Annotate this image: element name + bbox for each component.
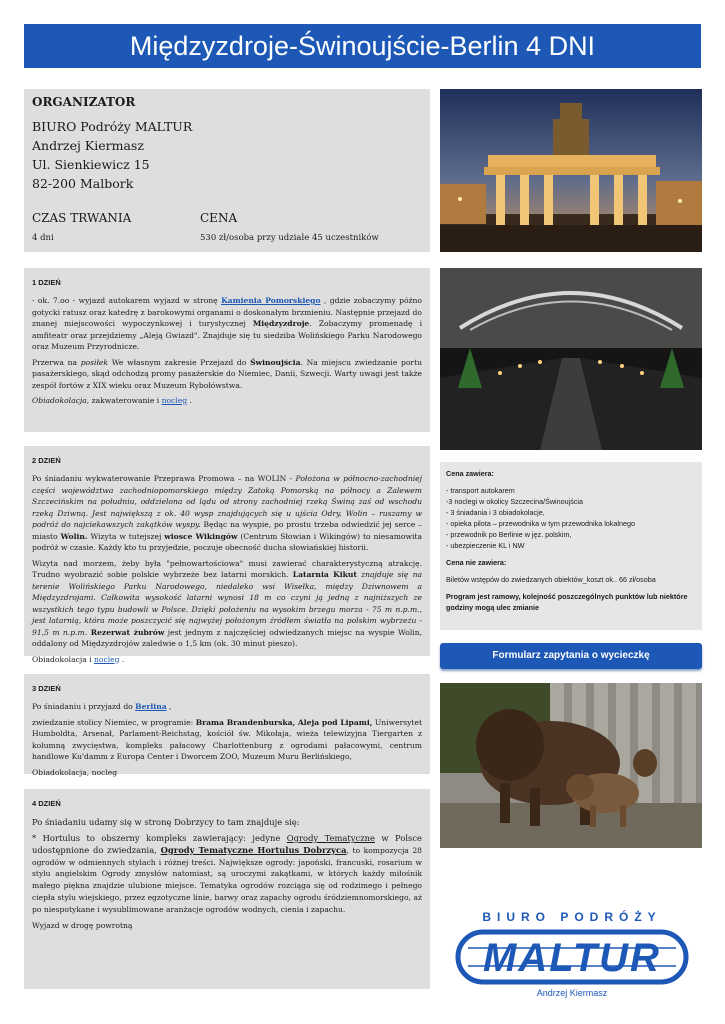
day-3-section (24, 674, 430, 777)
day-paragraph: Po śniadaniu udamy się w stronę Dobrzycy to tam znajduje się: (32, 817, 300, 827)
organizer-line: Andrzej Kiermasz (32, 138, 144, 153)
text: Będąc na wyspie, po prostu trzeba odwiedzić jej serce – miasto (32, 520, 422, 541)
maltur-logo (452, 910, 692, 1005)
themed-gardens-link[interactable]: Ogrody Tematyczne (286, 833, 375, 843)
text: - ok. 7.oo - wyjazd autokarem wyjazd w stronę (32, 296, 222, 305)
price-value: 530 zł/osoba przy udziale 45 uczestników (200, 233, 379, 243)
list-item: - opieka pilota – przewodnika w tym przewodnika lokalnego (446, 519, 635, 528)
text: (Centrum Słowian i Wikingów) to niesamowita podróż w czasie. Każdy kto tu przyjedzie, poczuje obecność ducha słowiańskiej historii. (32, 531, 423, 552)
text: Po śniadaniu wykwaterowanie Przeprawa Promowa – na WOLIN - (32, 474, 296, 483)
text: w Polsce udostępnione do zwiedzania, (32, 833, 422, 855)
text: , zakwaterowanie i (86, 396, 162, 405)
text: Obiadokolacja i (32, 654, 94, 664)
text-italic: Położona w północno-zachodniej części województwa zachodniopomorskiego między Zatoką Pomorską na północy a Zalewem Szczecińskim na południu, oddzielona od lądu od strony zachodniej rzeką Świną zaś od wschodu rzeką Dziwną. Jest największą z ok. 40 wysp znajdujących się u ujścia Odry. Wolin – ruszamy w podróż do najciekawszych zakątków wyspy. (32, 474, 422, 529)
day-1-section (24, 268, 430, 432)
text-italic: znajduje się na terenie Wolińskiego Parku Narodowego, niedaleko wsi Wisełka, między Dziwnowem a Międzyzdrojami. Całkowita wysokość latarni wynosi 18 m co czyni ją jedną z najniższych ze wszystkich tego typu budowli w Polsce. Dzięki położeniu na wysokim brzegu morza - 75 m n.p.m., jest latarnią, która może poszczycić się najwyżej położonym źródłem światła na polskim wybrzeżu - 91,5 m n.p.m. (32, 570, 422, 637)
day-paragraph: Obiadokolacja, nocleg (32, 767, 118, 777)
logo-word: MALTUR (483, 936, 661, 980)
day-paragraph (32, 473, 422, 554)
text-bold: Rezerwat żubrów (87, 627, 165, 637)
text: jest jednym z najczęściej odwiedzanych miejsc na wyspie Wolin, oddalony od Międzyzdrojów zaledwie o 1,5 km (ok. 30 minut pieszo). (32, 627, 422, 648)
includes-heading: Cena zawiera: (446, 469, 494, 478)
text-bold: Latarnia Kikut (292, 570, 357, 579)
day-paragraph (32, 701, 422, 713)
program-note: Program jest ramowy, kolejność poszczególnych punktów lub niektóre godziny mogą ulec zmianie (446, 592, 688, 612)
text-bold: Ogrody Tematyczne Hortulus Dobrzyca (160, 844, 347, 855)
organizer-line: Ul. Sienkiewicz 15 (32, 157, 150, 172)
text-bold: Wolin. (60, 531, 88, 541)
text-bold: Międzyzdroje (252, 319, 310, 328)
kamien-pomorski-link[interactable]: Kamienia Pomorskiego (221, 296, 321, 305)
excludes-heading: Cena nie zawiera: (446, 558, 507, 567)
text-bold: Brama Brandenburska, Aleja pod Lipami, (195, 717, 373, 727)
brandenburg-gate-photo (440, 89, 702, 252)
list-item: - 3 śniadania i 3 obiadokolacje, (446, 508, 545, 517)
logo-top-text: BIURO PODRÓŻY (482, 910, 662, 924)
text: , gdzie zobaczymy późno gotycki ratusz oraz katedrę z barokowymi organami o doskonałym brzmieniu. Następnie przejazd do znanej miejscowości wypoczynkowej i turystycznej (32, 296, 422, 328)
list-item: - przewodnik po Berlinie w jęz. polskim, (446, 530, 572, 539)
logo-subtitle: Andrzej Kiermasz (536, 988, 608, 998)
organizer-address (32, 117, 422, 193)
text-italic: posiłek (80, 357, 109, 367)
text: . (119, 654, 125, 664)
day-paragraph (32, 833, 422, 916)
text: Przerwa na (32, 357, 81, 367)
day-paragraph (32, 395, 422, 407)
day-paragraph (32, 654, 422, 666)
excludes-text: Biletów wstępów do zwiedzanych obiektów_koszt ok.. 66 zł/osoba (446, 575, 656, 584)
day-paragraph (32, 357, 422, 392)
day-paragraph (32, 558, 422, 650)
duration-value: 4 dni (32, 233, 54, 243)
price-label: CENA (200, 211, 238, 225)
day-2-section (24, 446, 430, 664)
day-heading: 1 DZIEŃ (32, 278, 61, 287)
day-heading: 2 DZIEŃ (32, 456, 61, 465)
list-item: - transport autokarem (446, 486, 515, 495)
day-paragraph: Wyjazd w drogę powrotną (32, 920, 133, 930)
text: , to kompozycja 28 ogrodów w odmiennych stylach i różnej treści. Największe ogrody: japoński, francuski, rosarium w stylu angielskim Ogrody zmysłów natomiast, są uroczymi zakątkami, w których każdy miłośnik małego piękna znajdzie ulubione miejsce. Tematyka ogrodów rozciąga się od rodzimego i pełnego ciepła stylu wiejskiego, przez egzotyczne linie, barwy oraz zapachy ogrodu śródziemnomorskiego, aż po niespotykane i wysublimowane aranżacje ogrodów wodnych, cienia i zapachu. (32, 845, 422, 914)
text: We własnym zakresie Przejazd do (108, 357, 251, 367)
text: Uniwersytet Humboldta, Arsenał, Parlament-Reichstag, kościół św. Mikołaja, wieża telewizyjna Tiergarten z kolumną zwycięstwa, kompleks pałacowy Charlottenburg z ogrodami pałacowymi, centrum handlowe Ku'damm z Europa Center i Dworcem ZOO, Muzeum Muru Berlińskiego, (32, 717, 422, 761)
includes-list (446, 485, 696, 551)
promenade-night-photo (440, 268, 702, 450)
text: Wizyta nad morzem, żeby była "pełnowartościowa" musi zawierać charakterystyczną atrakcję. Trudno wyobrazić sobie polskie wybrzeże bez latarni morskich. (32, 558, 422, 579)
inquiry-form-button[interactable]: Formularz zapytania o wycieczkę (440, 643, 702, 669)
duration-label: CZAS TRWANIA (32, 211, 132, 225)
day-heading: 3 DZIEŃ (32, 684, 61, 693)
berlin-link[interactable]: Berlina (135, 702, 167, 711)
day-4-section (24, 789, 430, 989)
nocleg-link[interactable]: nocleg (161, 396, 188, 405)
organizer-line: 82-200 Malbork (32, 176, 134, 191)
text: . (187, 396, 192, 405)
price-info-box (440, 462, 702, 630)
list-item: - ubezpieczenie KL i NW (446, 541, 525, 550)
text-bold: wiosce Wikingów (164, 531, 238, 541)
text-italic: Obiadokolacja (32, 396, 87, 405)
text: Po śniadaniu i przyjazd do (32, 702, 136, 711)
list-item: -3 noclegi w okolicy Szczecina/Świnoujścia (446, 497, 584, 506)
text: Wizyta w tutejszej (87, 531, 165, 541)
text: . Na miejscu zwiedzanie portu pasażerskiego, skąd odchodzą promy pasażerskie do Niemiec, Danii, Szwecji. Warty uwagi jest także zespół fortów z XIX wieku oraz Muzeum Rybołówstwa. (32, 357, 423, 390)
day-heading: 4 DZIEŃ (32, 799, 61, 808)
text: , (166, 702, 172, 711)
page-title: Międzyzdroje-Świnoujście-Berlin 4 DNI (24, 24, 701, 68)
text: zwiedzanie stolicy Niemiec, w programie: (32, 717, 196, 727)
text: . Zobaczymy promenadę i amfiteatr oraz przejdziemy „Aleją Gwiazd". Znajduje się tu siedziba Wolińskiego Parku Narodowego oraz Muzeum Przyrodnicze. (32, 319, 423, 351)
organizer-panel (24, 89, 430, 252)
nocleg-link[interactable]: nocleg (94, 654, 120, 664)
day-paragraph (32, 717, 422, 763)
bison-photo (440, 683, 702, 848)
text: * Hortulus to obszerny kompleks zawierający: jedyne (32, 833, 287, 843)
organizer-heading: ORGANIZATOR (32, 95, 136, 109)
text-bold: Świnoujścia (250, 357, 301, 367)
logo-mark (454, 928, 690, 986)
organizer-line: BIURO Podróży MALTUR (32, 119, 193, 134)
day-paragraph (32, 295, 422, 353)
